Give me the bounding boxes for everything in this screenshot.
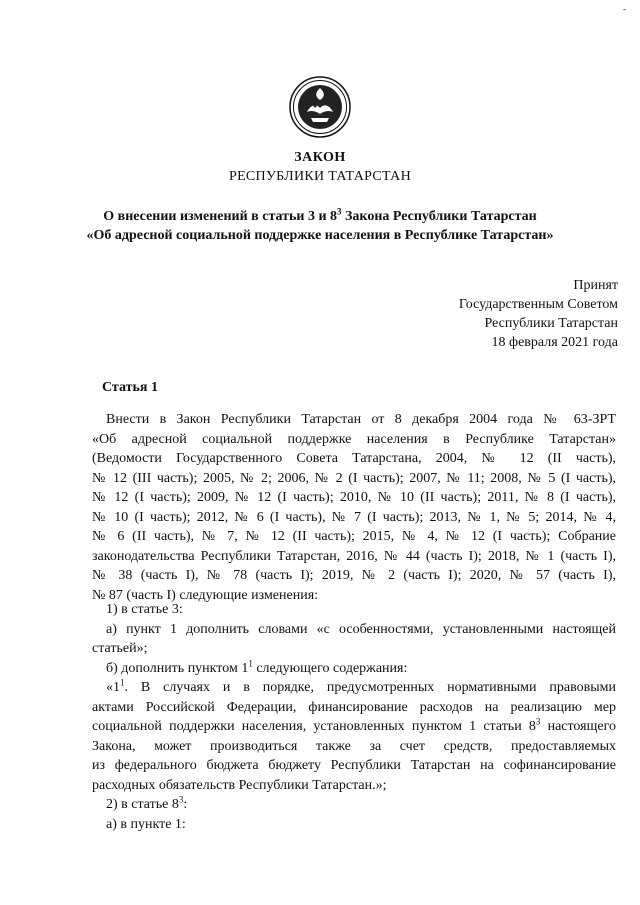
text-line: № 6 (II часть), № 7, № 12 (II часть); 2015, № 4, № 12 (I часть); Собрание: [92, 529, 616, 544]
text-line: Внести в Закон Республики Татарстан от 8 декабря 2004 года № 63-ЗРТ: [106, 412, 616, 427]
text-line: «$1^1$. В случаях и в порядке, предусмотренных нормативными правовыми: [106, 677, 616, 695]
text-line: статьей»;: [92, 641, 148, 656]
text-line: из федерального бюджета бюджету Республики Татарстан на софинансирование: [92, 758, 616, 773]
adoption-line: Республики Татарстан: [484, 316, 618, 331]
text-line: актами Российской Федерации, финансирование расходов на реализацию мер: [92, 699, 616, 715]
adoption-date: 18 февраля 2021 года: [491, 335, 618, 350]
list-item: а) пункт 1 дополнить словами «с особенностями, установленными настоящей: [106, 621, 616, 637]
list-item: а) в пункте 1:: [106, 816, 186, 832]
text-line: расходных обязательств Республики Татарстан.»;: [92, 777, 387, 793]
text-line: Закона, может производиться также за счет средств, предоставляемых: [92, 738, 616, 754]
coat-of-arms-emblem-icon: [289, 76, 351, 138]
text-line: «Об адресной социальной поддержке населения в Республике Татарстан»: [92, 431, 616, 447]
law-subject-line-1: О внесении изменений в статьи 3 и $8^3$ Закона Республики Татарстан: [103, 206, 537, 224]
text-line: социальной поддержки населения, установленных пунктом 1 статьи $8^3$ настоящего: [92, 716, 616, 734]
adoption-line: Государственным Советом: [458, 297, 618, 312]
list-item: 2) в статье $8^3$:: [106, 794, 188, 812]
document-subtitle: РЕСПУБЛИКИ ТАТАРСТАН: [228, 169, 411, 184]
text-line: № 87 (часть I) следующие изменения:: [92, 587, 319, 603]
amendments-list: [92, 600, 616, 795]
article-heading: Статья 1: [102, 380, 158, 395]
article-paragraph-1: [92, 410, 616, 605]
law-subject-line-2: «Об адресной социальной поддержке населения в Республике Татарстан»: [86, 228, 554, 243]
corner-mark: -: [623, 4, 626, 14]
text-line: № 38 (часть I), № 78 (часть I); 2019, № 2 (часть I); 2020, № 57 (часть I),: [92, 568, 616, 583]
text-line: законодательства Республики Татарстан, 2016, № 44 (часть I); 2018, № 1 (часть I),: [92, 548, 616, 564]
adoption-block: [358, 276, 618, 352]
list-item: б) дополнить пунктом $1^1$ следующего содержания:: [106, 657, 408, 676]
text-line: № 12 (III часть); 2005, № 2; 2006, № 2 (I часть); 2007, № 11; 2008, № 5 (I часть),: [92, 470, 616, 486]
text-line: (Ведомости Государственного Совета Татарстана, 2004, № 12 (II часть),: [92, 451, 616, 466]
document-title: ЗАКОН: [294, 150, 346, 165]
list-item: 1) в статье 3:: [106, 602, 183, 617]
text-line: № 10 (I часть); 2012, № 6 (I часть), № 7 (I часть); 2013, № 1, № 5; 2014, № 4,: [92, 509, 616, 525]
adoption-line: Принят: [573, 278, 618, 293]
amendments-list-2: [92, 795, 616, 834]
text-line: № 12 (I часть); 2009, № 12 (I часть); 2010, № 10 (II часть); 2011, № 8 (I часть),: [92, 490, 616, 505]
